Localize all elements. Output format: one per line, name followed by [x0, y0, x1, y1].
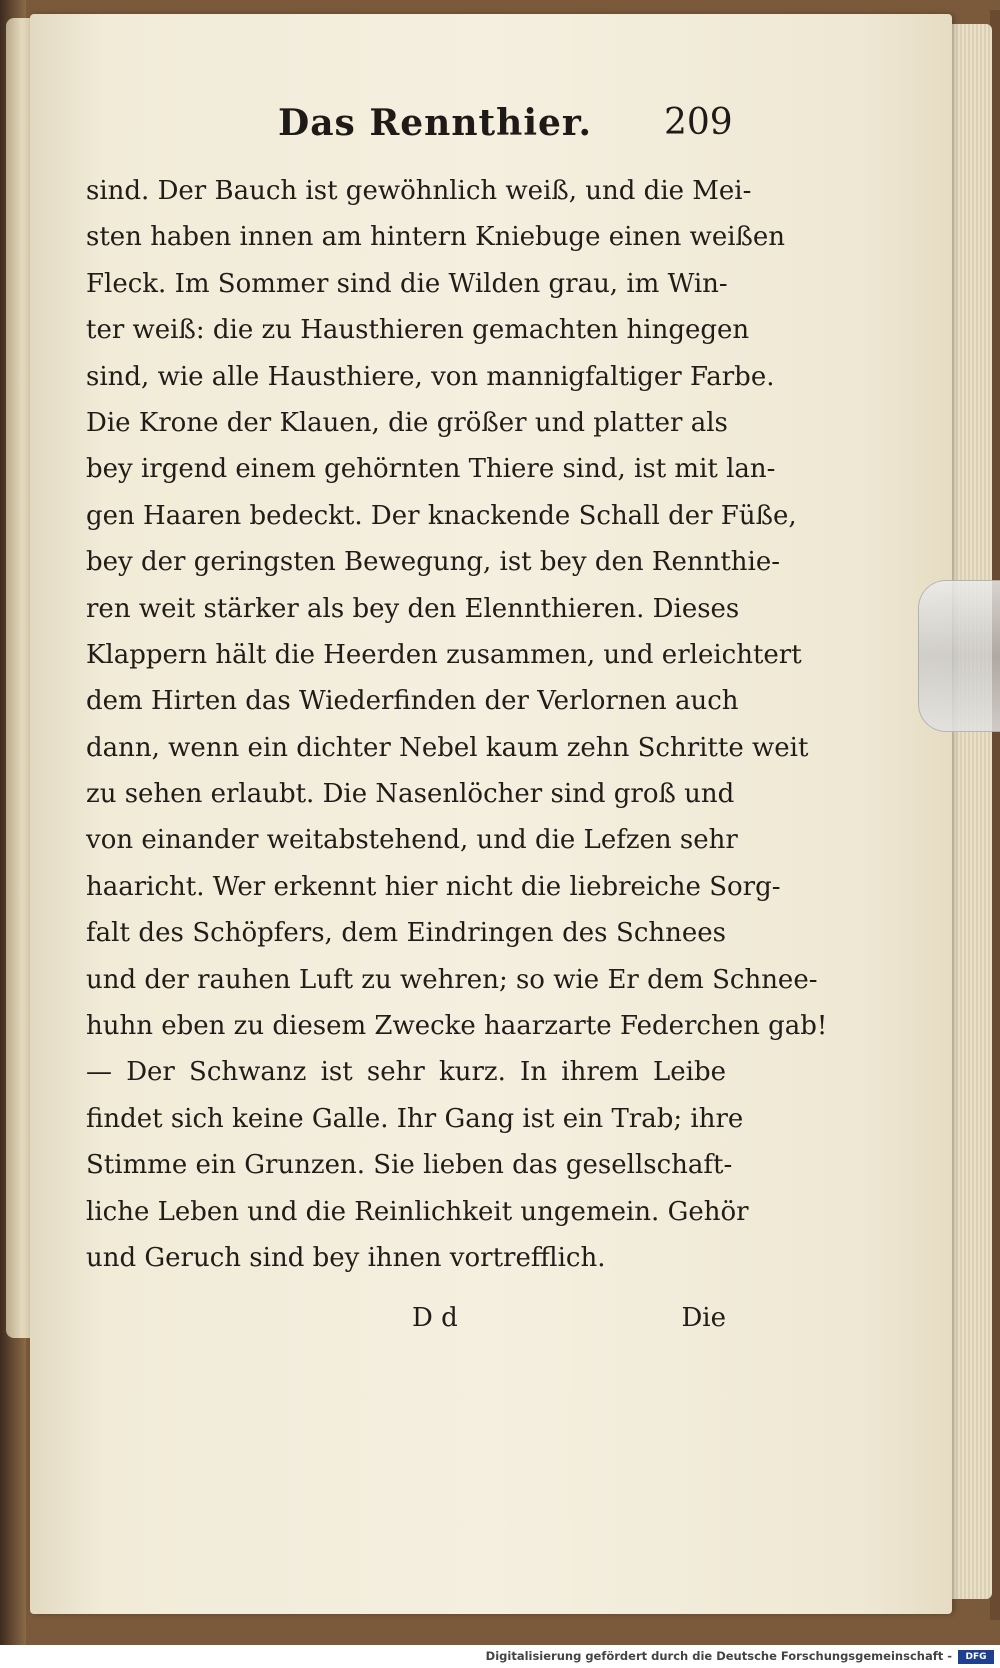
dfg-logo-icon: DFG — [958, 1650, 994, 1664]
text-line: Die Krone der Klauen, die größer und platter als — [86, 407, 728, 438]
text-line: ren weit stärker als bey den Elennthieren. Dieses — [86, 593, 740, 624]
body-text — [86, 168, 828, 1281]
text-line: dann, wenn ein dichter Nebel kaum zehn Schritte weit — [86, 732, 809, 763]
text-line: Stimme ein Grunzen. Sie lieben das gesellschaft- — [86, 1150, 733, 1181]
text-line: sten haben innen am hintern Kniebuge einen weißen — [86, 222, 786, 253]
text-line: findet sich keine Galle. Ihr Gang ist ein Trab; ihre — [86, 1103, 744, 1134]
running-title: Das Rennthier. — [278, 102, 593, 144]
text-line: haaricht. Wer erkennt hier nicht die liebreiche Sorg- — [86, 871, 781, 902]
page-stack-edge — [950, 24, 992, 1599]
text-line: zu sehen erlaubt. Die Nasenlöcher sind groß und — [86, 779, 735, 810]
signature-mark: D d — [412, 1303, 458, 1333]
left-page-fragment — [6, 18, 32, 1338]
text-line: sind, wie alle Hausthiere, von mannigfaltiger Farbe. — [86, 361, 775, 392]
text-line: Klappern hält die Heerden zusammen, und erleichtert — [86, 639, 802, 670]
text-line: bey irgend einem gehörnten Thiere sind, ist mit lan- — [86, 454, 776, 485]
text-line: dem Hirten das Wiederfinden der Verlornen auch — [86, 686, 739, 717]
text-line: bey der geringsten Bewegung, ist bey den Rennthie- — [86, 547, 781, 578]
text-line: huhn eben zu diesem Zwecke haarzarte Federchen gab! — [86, 1011, 828, 1042]
page-clip — [918, 580, 1000, 732]
text-line: liche Leben und die Reinlichkeit ungemein. Gehör — [86, 1196, 749, 1227]
text-line: von einander weitabstehend, und die Lefzen sehr — [86, 825, 738, 856]
text-line: Fleck. Im Sommer sind die Wilden grau, im Win- — [86, 268, 728, 299]
text-line: ter weiß: die zu Hausthieren gemachten hingegen — [86, 315, 750, 346]
credit-text: Digitalisierung gefördert durch die Deutsche Forschungsgemeinschaft - — [485, 1649, 952, 1663]
text-line: — Der Schwanz ist sehr kurz. In ihrem Leibe — [86, 1057, 726, 1088]
catchword: Die — [681, 1303, 726, 1333]
page-header — [268, 102, 733, 152]
text-line: und der rauhen Luft zu wehren; so wie Er dem Schnee- — [86, 964, 818, 995]
credit-bar — [0, 1645, 1000, 1668]
page-number: 209 — [664, 102, 733, 143]
text-line: sind. Der Bauch ist gewöhnlich weiß, und die Mei- — [86, 176, 752, 206]
text-line: und Geruch sind bey ihnen vortrefflich. — [86, 1242, 606, 1273]
page-footer — [86, 1295, 726, 1341]
text-line: gen Haaren bedeckt. Der knackende Schall der Füße, — [86, 500, 797, 531]
text-line: falt des Schöpfers, dem Eindringen des Schnees — [86, 918, 726, 949]
